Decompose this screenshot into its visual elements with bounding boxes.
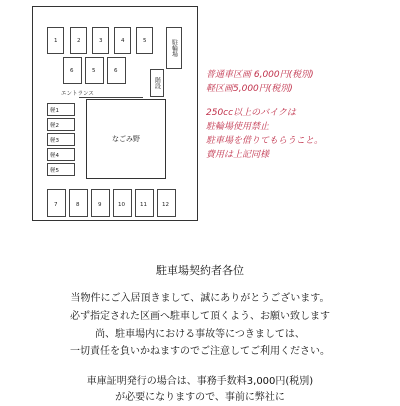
parking-space-9: 9 xyxy=(91,189,110,217)
notice-line-kei-price: 軽区画5,000円(税別) xyxy=(206,84,293,94)
parking-map xyxy=(32,6,198,221)
letter-line: 尚、駐車場内における事故等につきましては、 xyxy=(95,328,305,340)
entrance-line xyxy=(79,97,143,98)
notice-line-prohibited: 駐輪場使用禁止 xyxy=(206,122,270,132)
parking-space-4: 4 xyxy=(114,27,131,54)
letter-title: 駐車場契約者各位 xyxy=(156,264,244,277)
letter-line: 当物件にご入居頂きまして、誠にありがとうございます。 xyxy=(70,293,330,304)
kei-space-2: 軽2 xyxy=(47,118,75,131)
kei-space-5: 軽5 xyxy=(47,163,75,176)
parking-space-11: 11 xyxy=(135,189,154,217)
stairs-label: 階段 xyxy=(153,77,161,89)
parking-space-3: 3 xyxy=(92,27,109,54)
parking-space-8: 8 xyxy=(69,189,88,217)
parking-space-12: 12 xyxy=(157,189,176,217)
kei-space-3: 軽3 xyxy=(47,133,75,146)
pricing-notice xyxy=(206,68,336,162)
letter-paragraph-2 xyxy=(0,374,400,406)
letter-paragraph-1 xyxy=(0,290,400,361)
entrance-label: エントランス xyxy=(61,91,94,97)
notice-line-regular-price: 普通車区画 6,000円(税別) xyxy=(206,70,314,80)
building-block xyxy=(86,99,166,179)
parking-space-mid-2: 5 xyxy=(85,57,104,84)
bike-parking-area xyxy=(166,27,182,69)
parking-space-mid-3: 6 xyxy=(107,57,126,84)
letter-line: 必ず指定された区画へ駐車して頂くよう、お願い致します xyxy=(70,310,330,322)
letter-line: 車庫証明発行の場合は、事務手数料3,000円(税別) xyxy=(86,376,314,387)
parking-space-mid-1: 6 xyxy=(63,57,82,84)
kei-space-1: 軽1 xyxy=(47,103,75,116)
notice-line-bike: 250cc以上のバイクは xyxy=(206,108,296,118)
parking-space-2: 2 xyxy=(70,27,87,54)
parking-space-1: 1 xyxy=(47,27,64,54)
letter-line: 一切責任を負いかねますのでご注意してご利用ください。 xyxy=(70,346,330,358)
bike-parking-label: 駐輪場 xyxy=(170,39,178,57)
stairs-area xyxy=(150,69,164,97)
building-label: なごみ野 xyxy=(112,135,140,143)
notice-line-fee: 費用は上記同様 xyxy=(206,150,270,160)
notice-line-rent-parking: 駐車場を借りてもらうこと。 xyxy=(206,136,324,146)
parking-space-7: 7 xyxy=(47,189,66,217)
kei-space-4: 軽4 xyxy=(47,148,75,161)
parking-space-10: 10 xyxy=(113,189,132,217)
letter-line: が必要になりますので、事前に弊社に xyxy=(115,392,285,403)
parking-space-5: 5 xyxy=(136,27,153,54)
